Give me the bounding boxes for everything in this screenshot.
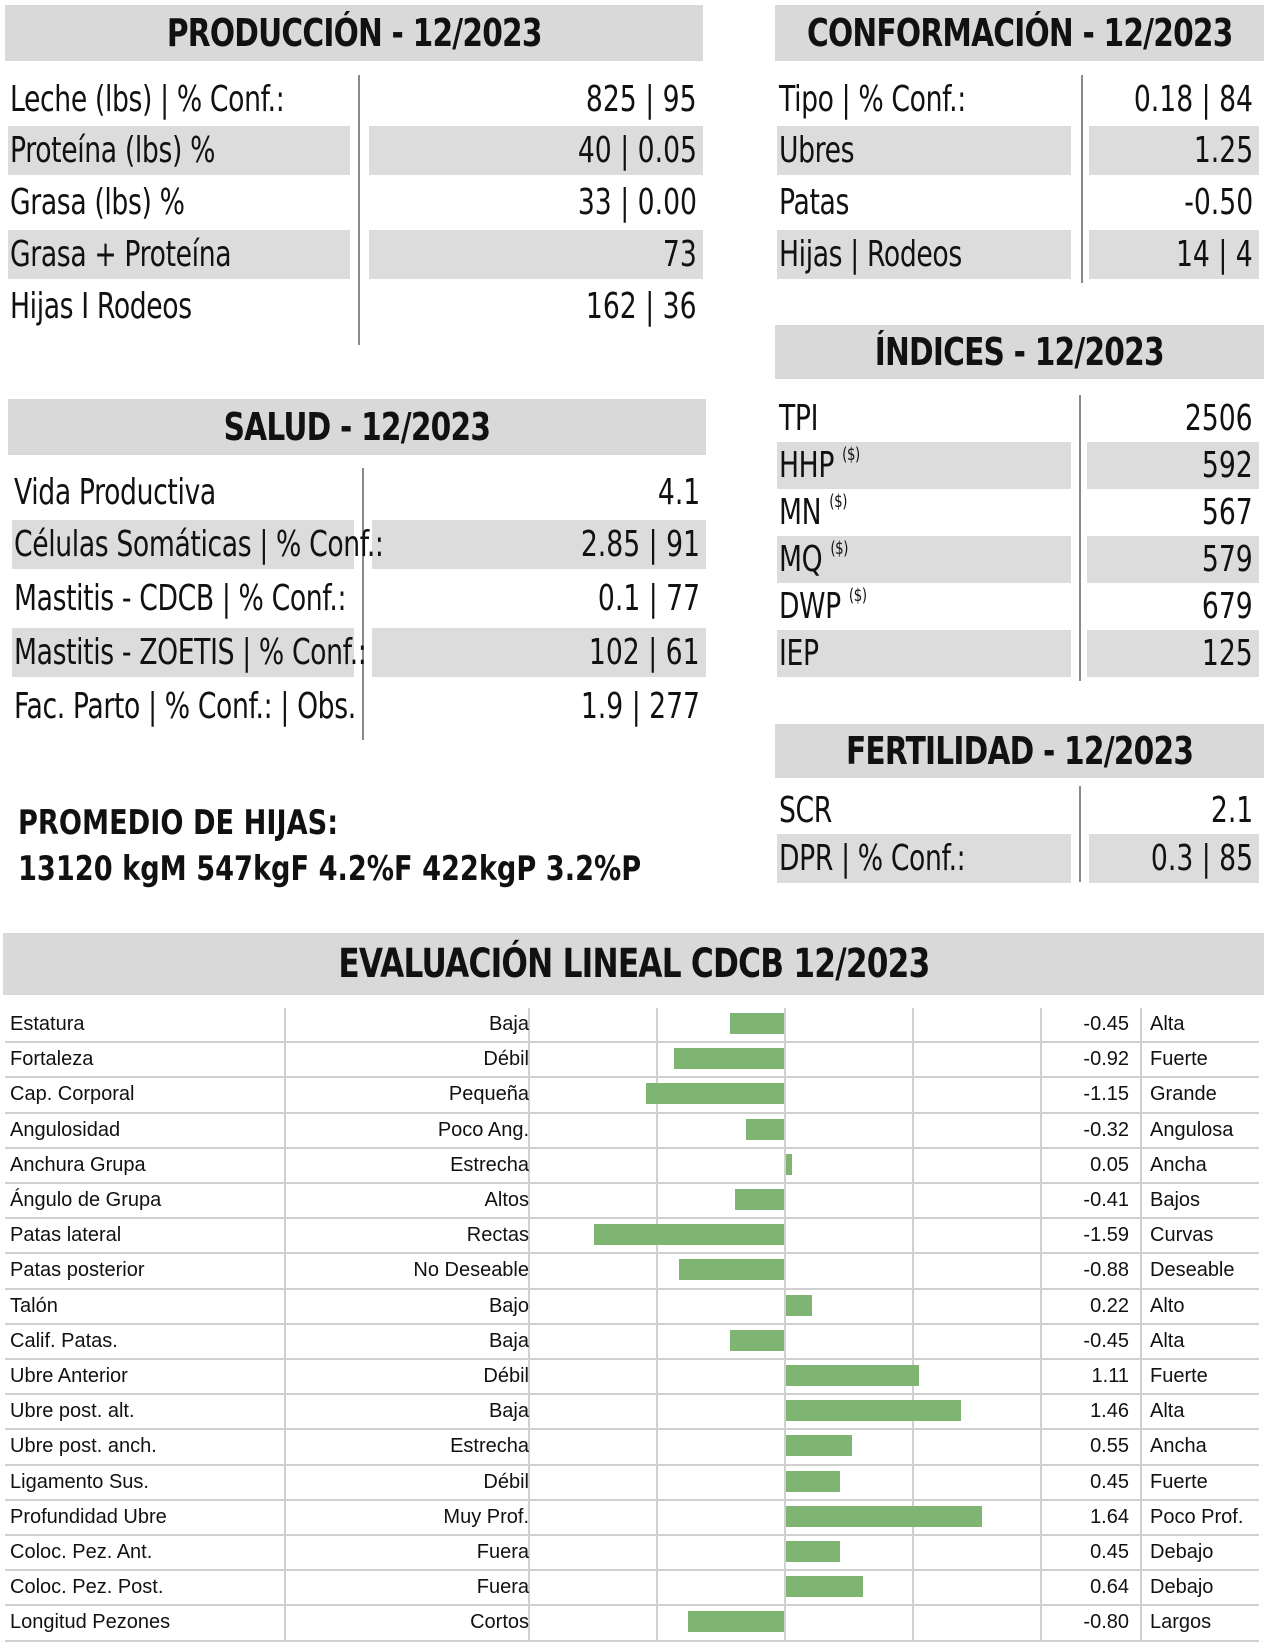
trait-high-label: Grande [1150, 1083, 1217, 1106]
lineal-header [3, 933, 1264, 995]
trait-row [5, 1360, 1259, 1395]
conformacion-header [775, 5, 1264, 61]
trait-name: Coloc. Pez. Post. [10, 1576, 164, 1599]
trait-value: -0.32 [1083, 1118, 1129, 1141]
trait-row [5, 1114, 1259, 1149]
row-value: 0.1 | 77 [597, 578, 700, 619]
row-value: 14 | 4 [1176, 234, 1253, 275]
trait-name: Anchura Grupa [10, 1153, 146, 1176]
row-value: 73 [663, 234, 697, 275]
trait-name: Talón [10, 1294, 58, 1317]
trait-name: Ubre post. anch. [10, 1435, 157, 1458]
trait-high-label: Alta [1150, 1013, 1185, 1035]
trait-name: Patas lateral [10, 1224, 122, 1247]
trait-bar [786, 1435, 852, 1456]
trait-bar [786, 1365, 919, 1386]
fertilidad-row [777, 786, 1259, 835]
trait-high-label: Poco Prof. [1150, 1505, 1244, 1528]
trait-low-label: Débil [483, 1470, 529, 1493]
trait-high-label: Alto [1150, 1294, 1185, 1317]
trait-name: Longitud Pezones [10, 1611, 171, 1634]
trait-value: -0.45 [1083, 1013, 1129, 1035]
trait-bar [786, 1154, 792, 1175]
trait-bar [674, 1048, 784, 1069]
trait-row [5, 1219, 1259, 1254]
salud-title: SALUD - 12/2023 [223, 405, 491, 449]
trait-name: Cap. Corporal [10, 1083, 135, 1106]
indices-title: ÍNDICES - 12/2023 [874, 330, 1165, 374]
trait-row [5, 1430, 1259, 1465]
row-label: Leche (lbs) | % Conf.: [10, 79, 285, 120]
salud-row [12, 628, 706, 677]
fertilidad-header [775, 724, 1264, 778]
trait-row [5, 1043, 1259, 1078]
trait-high-label: Angulosa [1150, 1118, 1234, 1141]
row-value: -0.50 [1184, 182, 1253, 223]
trait-value: 0.22 [1090, 1294, 1129, 1317]
lineal-title: EVALUACIÓN LINEAL CDCB 12/2023 [337, 941, 930, 987]
currency-note: ($) [842, 444, 860, 465]
row-value: 825 | 95 [586, 79, 697, 120]
indices-row [777, 536, 1259, 583]
trait-value: 0.45 [1090, 1541, 1129, 1563]
trait-high-label: Alta [1150, 1400, 1185, 1423]
indices-row [777, 583, 1259, 630]
salud-row [12, 520, 706, 569]
row-value: 102 | 61 [589, 632, 700, 673]
trait-high-label: Bajos [1150, 1189, 1201, 1211]
produccion-row [8, 282, 703, 331]
row-value: 2.85 | 91 [580, 524, 700, 565]
trait-low-label: Fuera [476, 1576, 529, 1599]
trait-row [5, 1254, 1259, 1289]
trait-value: 0.45 [1090, 1470, 1129, 1493]
trait-name: Ubre post. alt. [10, 1400, 135, 1423]
trait-bar [786, 1400, 961, 1421]
indices-row [777, 489, 1259, 536]
trait-row [5, 1008, 1259, 1043]
trait-bar [594, 1224, 784, 1245]
trait-value: 1.46 [1090, 1400, 1129, 1423]
trait-bar [786, 1471, 840, 1492]
trait-value: -0.41 [1083, 1189, 1129, 1211]
trait-row [5, 1466, 1259, 1501]
row-label: Grasa + Proteína [10, 234, 232, 275]
trait-low-label: Poco Ang. [437, 1118, 529, 1141]
trait-value: 0.55 [1090, 1435, 1129, 1458]
produccion-row [8, 178, 703, 227]
conformacion-row [777, 230, 1259, 279]
trait-bar [786, 1295, 812, 1316]
trait-row [5, 1395, 1259, 1430]
row-label: HHP ($) [779, 444, 860, 486]
promedio-hijas [18, 800, 797, 892]
trait-low-label: Rectas [466, 1224, 529, 1247]
currency-note: ($) [848, 585, 867, 606]
trait-name: Calif. Patas. [10, 1329, 118, 1352]
row-label: TPI [779, 398, 819, 439]
trait-low-label: Altos [484, 1189, 529, 1211]
trait-value: 1.64 [1090, 1505, 1129, 1528]
trait-low-label: Baja [488, 1013, 529, 1035]
trait-low-label: Muy Prof. [443, 1505, 529, 1528]
row-value: 567 [1202, 492, 1253, 533]
promedio-title: PROMEDIO DE HIJAS: [18, 803, 339, 843]
trait-high-label: Fuerte [1150, 1365, 1208, 1387]
trait-name: Profundidad Ubre [10, 1505, 167, 1528]
row-label: Grasa (lbs) % [10, 182, 185, 223]
produccion-row [8, 75, 703, 124]
linear-evaluation-chart [5, 1008, 1259, 1642]
trait-low-label: Cortos [470, 1611, 529, 1634]
trait-value: 0.05 [1090, 1153, 1129, 1176]
salud-row [12, 468, 706, 517]
row-value: 162 | 36 [586, 286, 697, 327]
fertilidad-table [777, 786, 1259, 882]
trait-row [5, 1536, 1259, 1571]
trait-low-label: Débil [483, 1365, 529, 1387]
trait-bar [730, 1330, 784, 1351]
trait-bar [746, 1119, 784, 1140]
salud-header [8, 399, 706, 455]
trait-low-label: Fuera [476, 1541, 529, 1563]
row-label: Fac. Parto | % Conf.: | Obs. [14, 686, 356, 727]
trait-name: Ángulo de Grupa [10, 1189, 162, 1211]
row-label: Hijas | Rodeos [779, 234, 962, 275]
trait-row [5, 1078, 1259, 1113]
trait-high-label: Curvas [1150, 1224, 1214, 1247]
currency-note: ($) [830, 538, 849, 559]
trait-name: Ligamento Sus. [10, 1470, 149, 1493]
row-value: 33 | 0.00 [577, 182, 697, 223]
trait-low-label: Estrecha [450, 1153, 529, 1176]
conformacion-table [777, 75, 1259, 283]
trait-low-label: Pequeña [448, 1083, 529, 1106]
indices-row [777, 442, 1259, 489]
trait-high-label: Alta [1150, 1329, 1185, 1352]
row-label: Ubres [779, 130, 855, 171]
row-value: 592 [1202, 445, 1253, 486]
trait-low-label: Estrecha [450, 1435, 529, 1458]
row-value: 679 [1202, 586, 1253, 627]
trait-low-label: Baja [488, 1329, 529, 1352]
trait-value: -1.59 [1083, 1224, 1129, 1247]
promedio-text: 13120 kgM 547kgF 4.2%F 422kgP 3.2%P [18, 849, 642, 889]
trait-high-label: Debajo [1150, 1541, 1214, 1563]
conformacion-title: CONFORMACIÓN - 12/2023 [806, 11, 1233, 55]
trait-row [5, 1184, 1259, 1219]
trait-value: -1.15 [1083, 1083, 1129, 1106]
row-label: SCR [779, 790, 832, 831]
trait-value: -0.45 [1083, 1329, 1129, 1352]
row-value: 4.1 [657, 472, 700, 513]
row-label: Células Somáticas | % Conf.: [14, 524, 384, 565]
conformacion-row [777, 126, 1259, 175]
salud-row [12, 682, 706, 731]
trait-name: Coloc. Pez. Ant. [10, 1541, 153, 1563]
trait-value: -0.92 [1083, 1048, 1129, 1071]
trait-low-label: Bajo [488, 1294, 529, 1317]
indices-row [777, 395, 1259, 442]
row-value: 1.25 [1193, 130, 1253, 171]
row-label: Proteína (lbs) % [10, 130, 216, 171]
trait-high-label: Debajo [1150, 1576, 1214, 1599]
row-label: MQ ($) [779, 538, 849, 580]
row-label: Mastitis - CDCB | % Conf.: [14, 578, 347, 619]
trait-low-label: Baja [488, 1400, 529, 1423]
trait-name: Ubre Anterior [10, 1365, 128, 1387]
row-label: DPR | % Conf.: [779, 838, 966, 879]
trait-row [5, 1290, 1259, 1325]
trait-low-label: Débil [483, 1048, 529, 1071]
trait-low-label: No Deseable [413, 1259, 529, 1282]
produccion-row [8, 126, 703, 175]
produccion-table [8, 75, 703, 345]
trait-row [5, 1571, 1259, 1606]
indices-header [775, 325, 1264, 379]
trait-value: -0.88 [1083, 1259, 1129, 1282]
row-label: Patas [779, 182, 849, 223]
trait-name: Fortaleza [10, 1048, 94, 1071]
row-label: Hijas I Rodeos [10, 286, 192, 327]
row-value: 1.9 | 277 [580, 686, 700, 727]
trait-bar [735, 1189, 784, 1210]
row-label: Vida Productiva [14, 472, 216, 513]
fertilidad-title: FERTILIDAD - 12/2023 [845, 729, 1194, 773]
row-label: Tipo | % Conf.: [779, 79, 966, 120]
salud-table [12, 468, 706, 740]
row-label: MN ($) [779, 491, 848, 533]
produccion-title: PRODUCCIÓN - 12/2023 [166, 11, 542, 55]
row-label: Mastitis - ZOETIS | % Conf.: [14, 632, 367, 673]
row-value: 0.18 | 84 [1133, 79, 1253, 120]
currency-note: ($) [829, 491, 848, 512]
trait-name: Angulosidad [10, 1118, 121, 1141]
trait-row [5, 1149, 1259, 1184]
salud-row [12, 574, 706, 623]
row-value: 2506 [1185, 398, 1253, 439]
produccion-header [5, 5, 703, 61]
row-label: DWP ($) [779, 585, 867, 627]
indices-table [777, 395, 1259, 681]
indices-row [777, 630, 1259, 677]
trait-value: 1.11 [1091, 1365, 1129, 1387]
row-value: 125 [1202, 633, 1253, 674]
trait-high-label: Ancha [1150, 1153, 1207, 1176]
row-value: 40 | 0.05 [577, 130, 697, 171]
trait-bar [679, 1259, 784, 1280]
trait-bar [786, 1541, 840, 1562]
produccion-row [8, 230, 703, 279]
trait-row [5, 1606, 1259, 1641]
trait-bar [730, 1013, 784, 1034]
row-value: 0.3 | 85 [1150, 838, 1253, 879]
trait-high-label: Largos [1150, 1611, 1212, 1634]
trait-high-label: Fuerte [1150, 1470, 1208, 1493]
trait-bar [646, 1083, 784, 1104]
trait-row [5, 1501, 1259, 1536]
conformacion-row [777, 75, 1259, 124]
trait-high-label: Ancha [1150, 1435, 1207, 1458]
trait-high-label: Deseable [1150, 1259, 1235, 1282]
trait-bar [786, 1576, 863, 1597]
trait-bar [786, 1506, 982, 1527]
trait-high-label: Fuerte [1150, 1048, 1208, 1071]
trait-value: -0.80 [1083, 1611, 1129, 1634]
trait-value: 0.64 [1090, 1576, 1129, 1599]
fertilidad-row [777, 834, 1259, 883]
row-label: IEP [779, 633, 819, 674]
trait-row [5, 1325, 1259, 1360]
trait-name: Patas posterior [10, 1259, 145, 1282]
trait-name: Estatura [10, 1013, 85, 1035]
row-value: 2.1 [1210, 790, 1253, 831]
conformacion-row [777, 178, 1259, 227]
row-value: 579 [1202, 539, 1253, 580]
trait-bar [688, 1611, 784, 1632]
